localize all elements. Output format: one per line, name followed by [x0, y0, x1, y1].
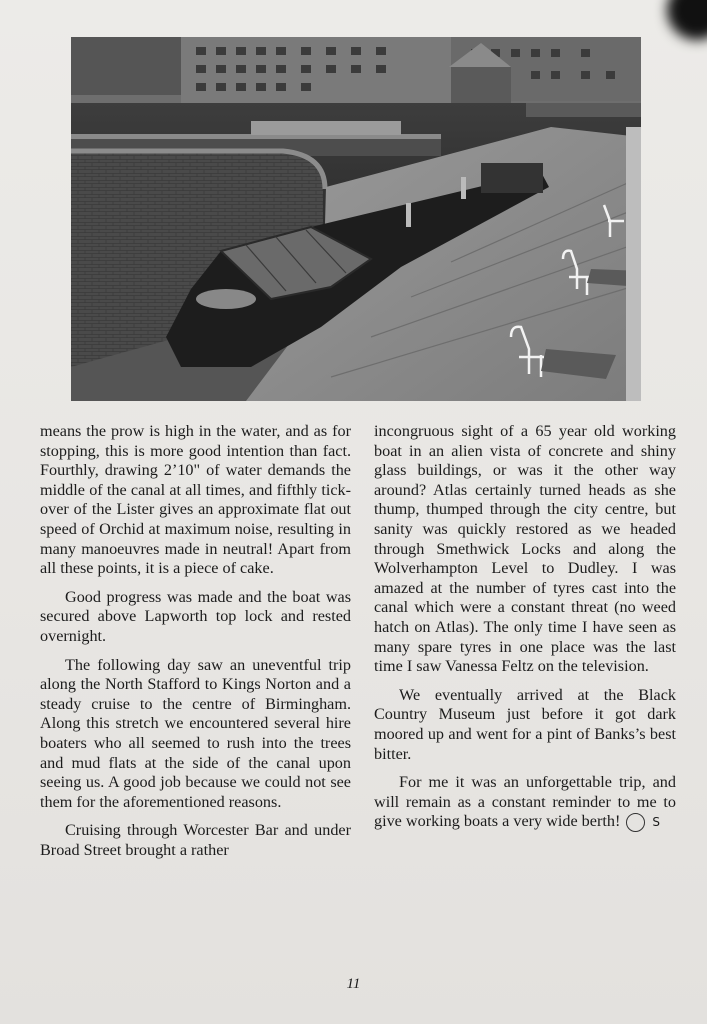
paragraph: Cruising through Worcester Bar and under Broad Street brought a rather [40, 821, 351, 859]
left-text-column [40, 422, 351, 869]
paragraph: We eventually arrived at the Black Country Museum just before it got dark moored up and went for a pint of Banks’s best bitter. [374, 685, 676, 763]
end-of-article-mark: S [626, 813, 645, 832]
paragraph: Good progress was made and the boat was secured above Lapworth top lock and rested overnight. [40, 587, 351, 645]
paragraph [374, 773, 676, 832]
page-number: 11 [346, 976, 361, 992]
canal-boat-photo [71, 37, 641, 401]
paragraph-text: For me it was an unforgettable trip, and will remain as a constant reminder to me to give working boats a very wide berth! [374, 773, 676, 831]
paragraph: incongruous sight of a 65 year old working boat in an alien vista of concrete and shiny glass buildings, or was it the other way around? Atlas certainly turned heads as she thump, thumped through the city centre, but sanity was quickly restored as we headed through Smethwick Locks and along the Wolverhampton Level to Dudley. I was amazed at the number of tyres cast into the canal which were a constant threat (no weed hatch on Atlas). The only time I have seen as many spare tyres in one place was the last time I saw Vanessa Feltz on the television. [374, 422, 676, 676]
page-corner-shadow [667, 0, 707, 40]
paragraph: means the prow is high in the water, and as for stopping, this is more good intention than fact. Fourthly, drawing 2’10" of water demands the middle of the canal at all times, and fifthly tick-over of the Lister gives an approximate flat out speed of Orchid at maximum noise, resulting in many manoeuvres made in neutral! Apart from all these points, it is a piece of cake. [40, 422, 351, 578]
paragraph: The following day saw an uneventful trip along the North Stafford to Kings Norton and a steady cruise to the centre of Birmingham. Along this stretch we encountered several hire boaters who all seemed to rush into the trees and mud flats at the side of the canal upon seeing us. A good job because we could not see them for the aforementioned reasons. [40, 655, 351, 811]
right-text-column [374, 422, 676, 841]
